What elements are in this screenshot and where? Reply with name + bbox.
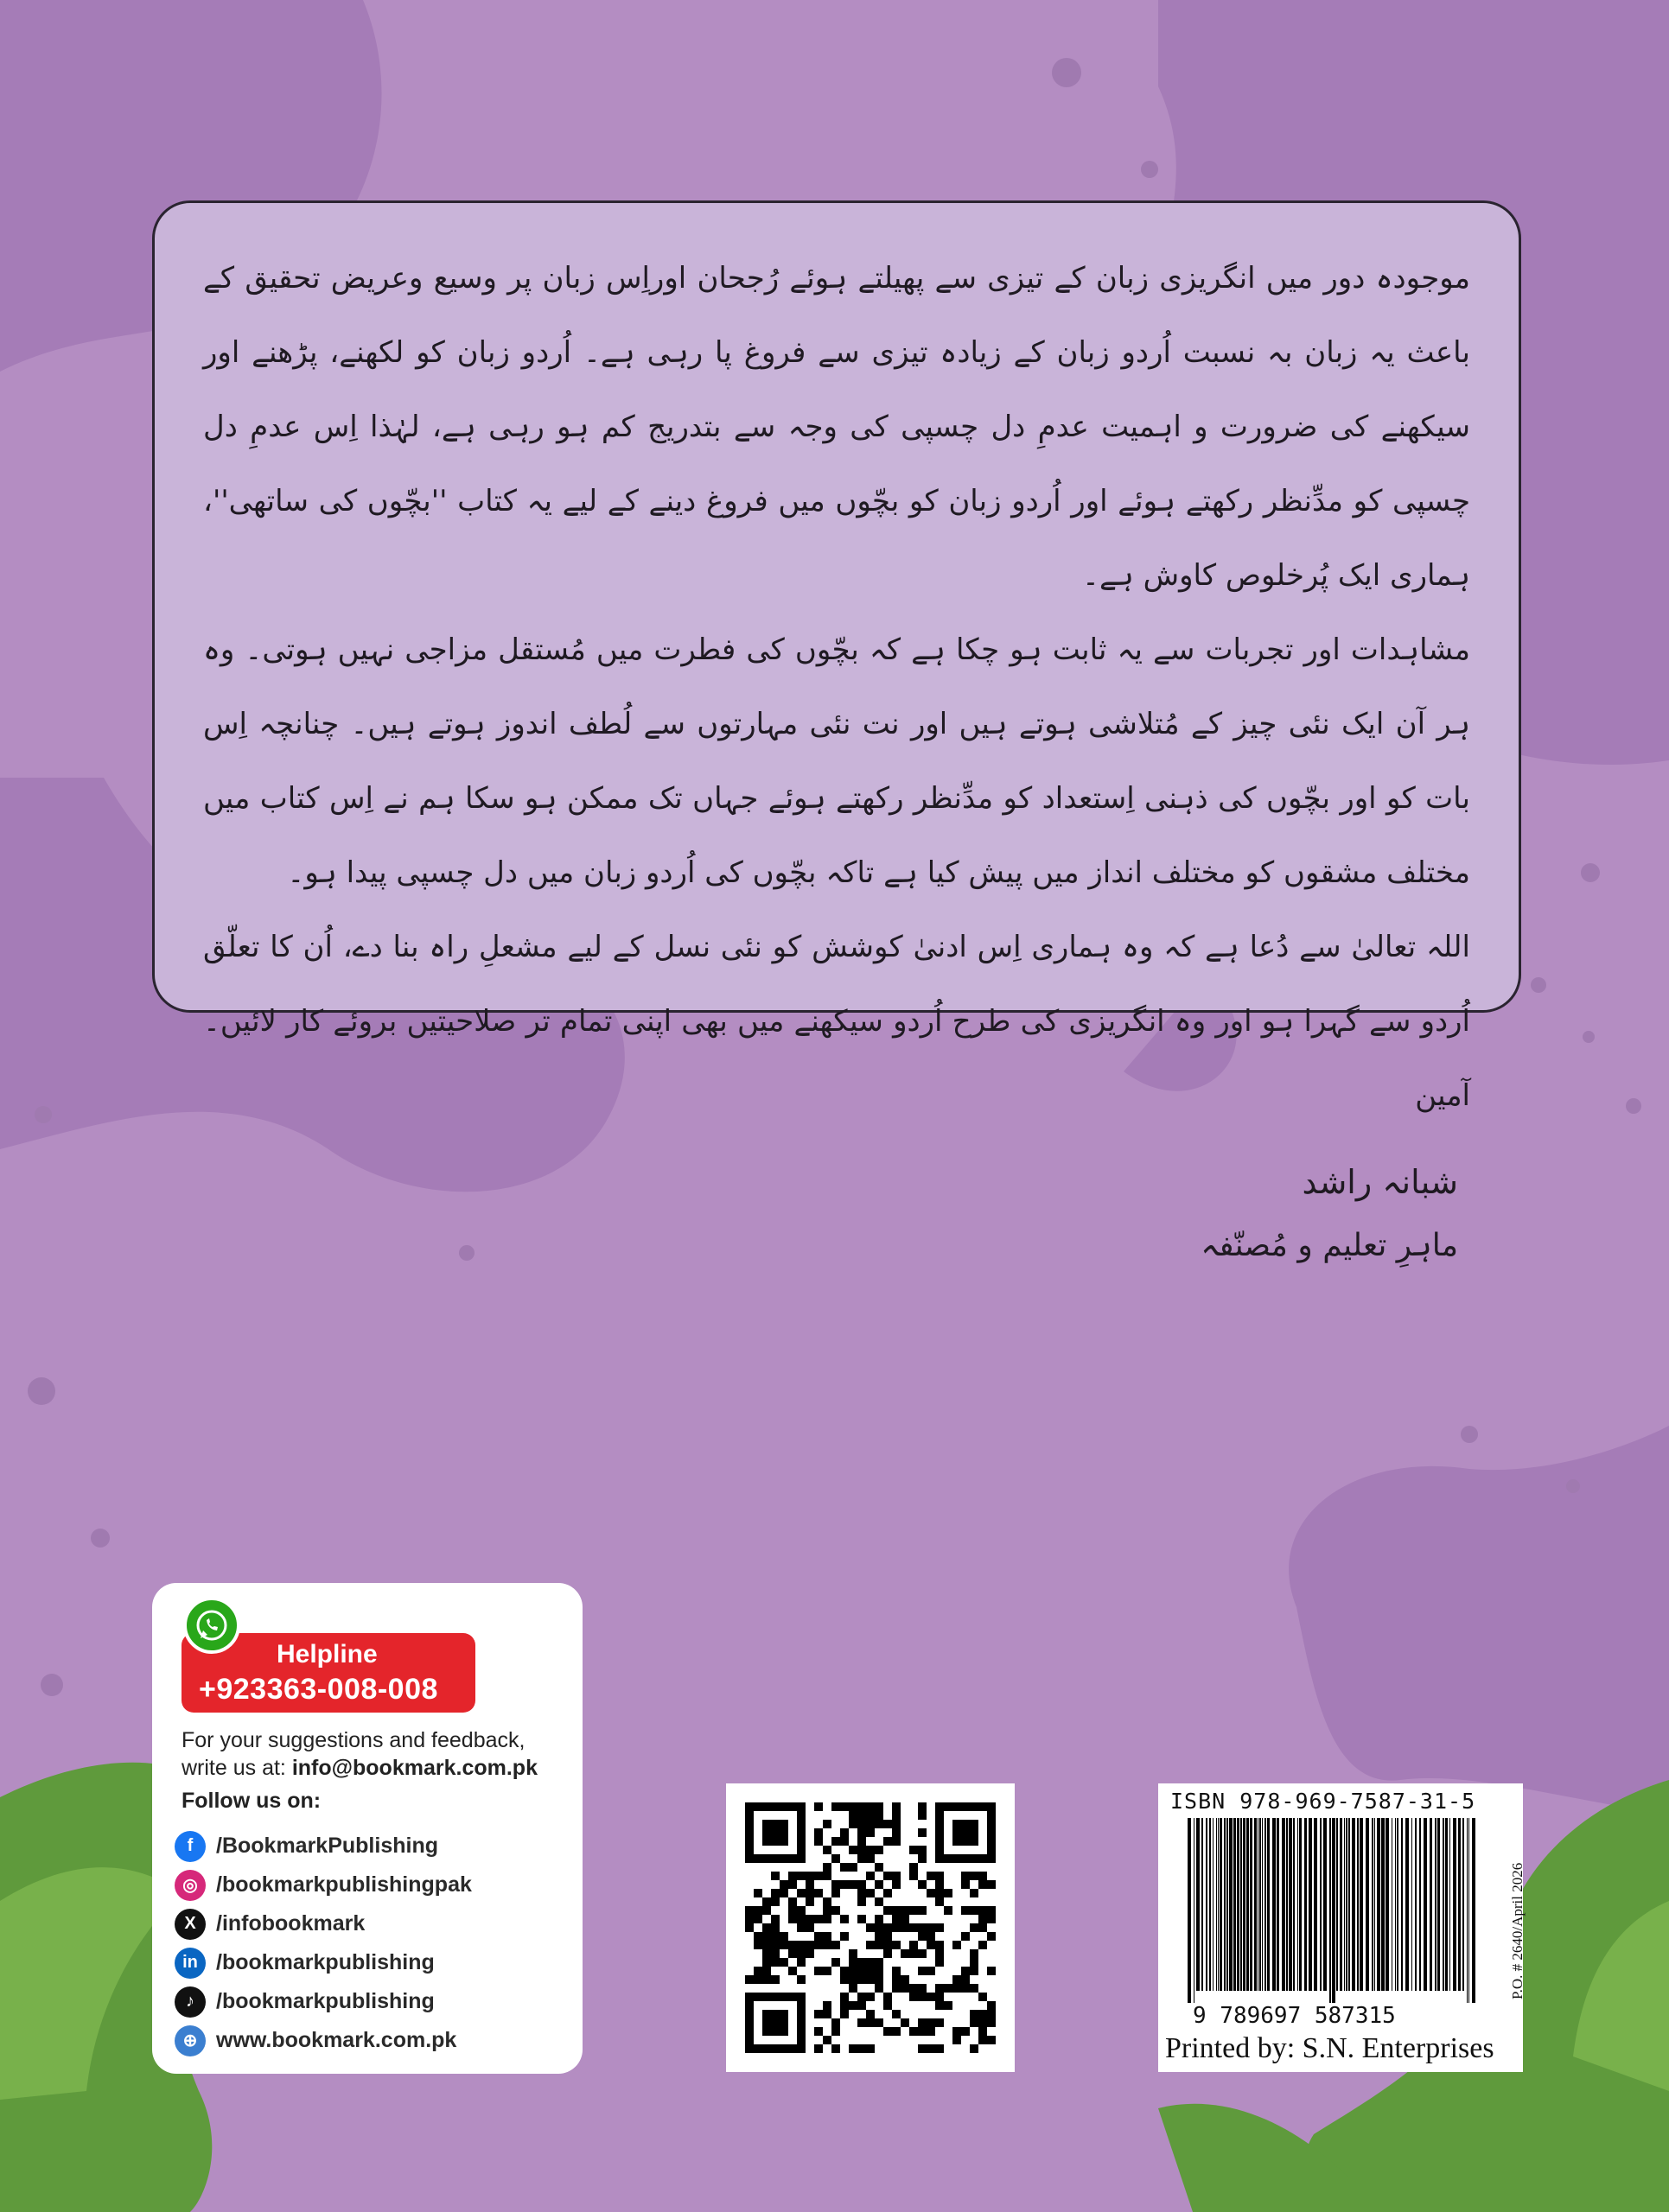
social-item-website[interactable] [175,2021,472,2060]
social-handle: www.bookmark.com.pk [216,2028,457,2052]
social-item-x[interactable] [175,1904,472,1943]
feedback-line: For your suggestions and feedback, [182,1728,526,1752]
helpline-number[interactable]: +923363-008-008 [199,1673,438,1706]
social-handle: /bookmarkpublishingpak [216,1872,472,1897]
feedback-line [182,1754,570,1782]
globe-icon: ⊕ [175,2025,206,2056]
instagram-icon: ◎ [175,1870,206,1901]
facebook-icon: f [175,1831,206,1862]
feedback-prefix: write us at: [182,1756,292,1780]
contact-card [152,1583,583,2074]
x-icon: X [175,1909,206,1940]
preface-paragraph: موجودہ دور میں انگریزی زبان کے تیزی سے پھیلتے ہوئے رُجحان اوراِس زبان پر وسیع وعریض تحقیق کے باعث یہ زبان بہ نسبت اُردو زبان کے زیادہ تیزی سے فروغ پا رہی ہے۔ اُردو زبان کو لکھنے، پڑھنے اور سیکھنے کی ضرورت و اہمیت عدمِ دل چسپی کی وجہ سے بتدریج کم ہو رہی ہے، لہٰذا اِس عدمِ دل چسپی کو مدِّنظر رکھتے ہوئے اور اُردو زبان کو بچّوں میں فروغ دینے کے لیے یہ کتاب ''بچّوں کی ساتھی''، ہماری ایک پُرخلوص کاوش ہے۔ [203,261,1470,593]
feedback-text [182,1726,570,1782]
email-link[interactable]: info@bookmark.com.pk [291,1756,538,1780]
barcode-image [1182,1818,1481,2003]
ean-digits: 9 789697 587315 [1193,2003,1396,2029]
qr-code-image [726,1783,1015,2072]
social-item-tiktok[interactable] [175,1982,472,2021]
tiktok-icon: ♪ [175,1986,206,2018]
signature [203,1150,1470,1278]
helpline-label: Helpline [277,1640,378,1669]
social-handle: /bookmarkpublishing [216,1950,435,1974]
author-name: شبانہ راشد [1302,1163,1458,1201]
preface-box [152,200,1521,1263]
social-item-linkedin[interactable] [175,1943,472,1982]
preface-paragraph: اللہ تعالیٰ سے دُعا ہے کہ وہ ہماری اِس ادنیٰ کوشش کو نئی نسل کے لیے مشعلِ راہ بنا دے، اُن کا تعلّق اُردو سے گہرا ہو اور وہ انگریزی کی طرح اُردو سیکھنے میں بھی اپنی تمام تر صلاحیتیں بروئے کار لائیں۔ آمین [203,930,1470,1113]
isbn-text: ISBN 978-969-7587-31-5 [1170,1789,1476,1814]
social-handle: /bookmarkpublishing [216,1989,435,2013]
social-item-facebook[interactable] [175,1827,472,1866]
social-list [175,1827,472,2060]
social-item-instagram[interactable] [175,1866,472,1904]
preface-paragraph: مشاہدات اور تجربات سے یہ ثابت ہو چکا ہے کہ بچّوں کی فطرت میں مُستقل مزاجی نہیں ہوتی۔ وہ ہر آن ایک نئی چیز کے مُتلاشی ہوتے ہیں اور نت نئی مہارتوں سے لُطف اندوز ہوتے ہیں۔ چنانچہ اِس بات کو اور بچّوں کی ذہنی اِستعداد کو مدِّنظر رکھتے ہوئے جہاں تک ممکن ہو سکا ہم نے اِس کتاب میں مختلف مشقوں کو مختلف انداز میں پیش کیا ہے تاکہ بچّوں کی اُردو زبان میں دل چسپی پیدا ہو۔ [203,632,1470,890]
barcode-panel [1158,1783,1526,2072]
whatsapp-icon [183,1597,240,1654]
social-handle: /infobookmark [216,1911,366,1936]
linkedin-icon: in [175,1948,206,1979]
po-number: P.O. # 2640/April 2026 [1509,1862,1526,1999]
qr-code[interactable] [726,1783,1015,2072]
social-handle: /BookmarkPublishing [216,1834,438,1858]
printed-by: Printed by: S.N. Enterprises [1165,2032,1494,2064]
follow-label: Follow us on: [182,1789,322,1813]
author-title: ماہرِ تعلیم و مُصنّفہ [1201,1228,1458,1263]
